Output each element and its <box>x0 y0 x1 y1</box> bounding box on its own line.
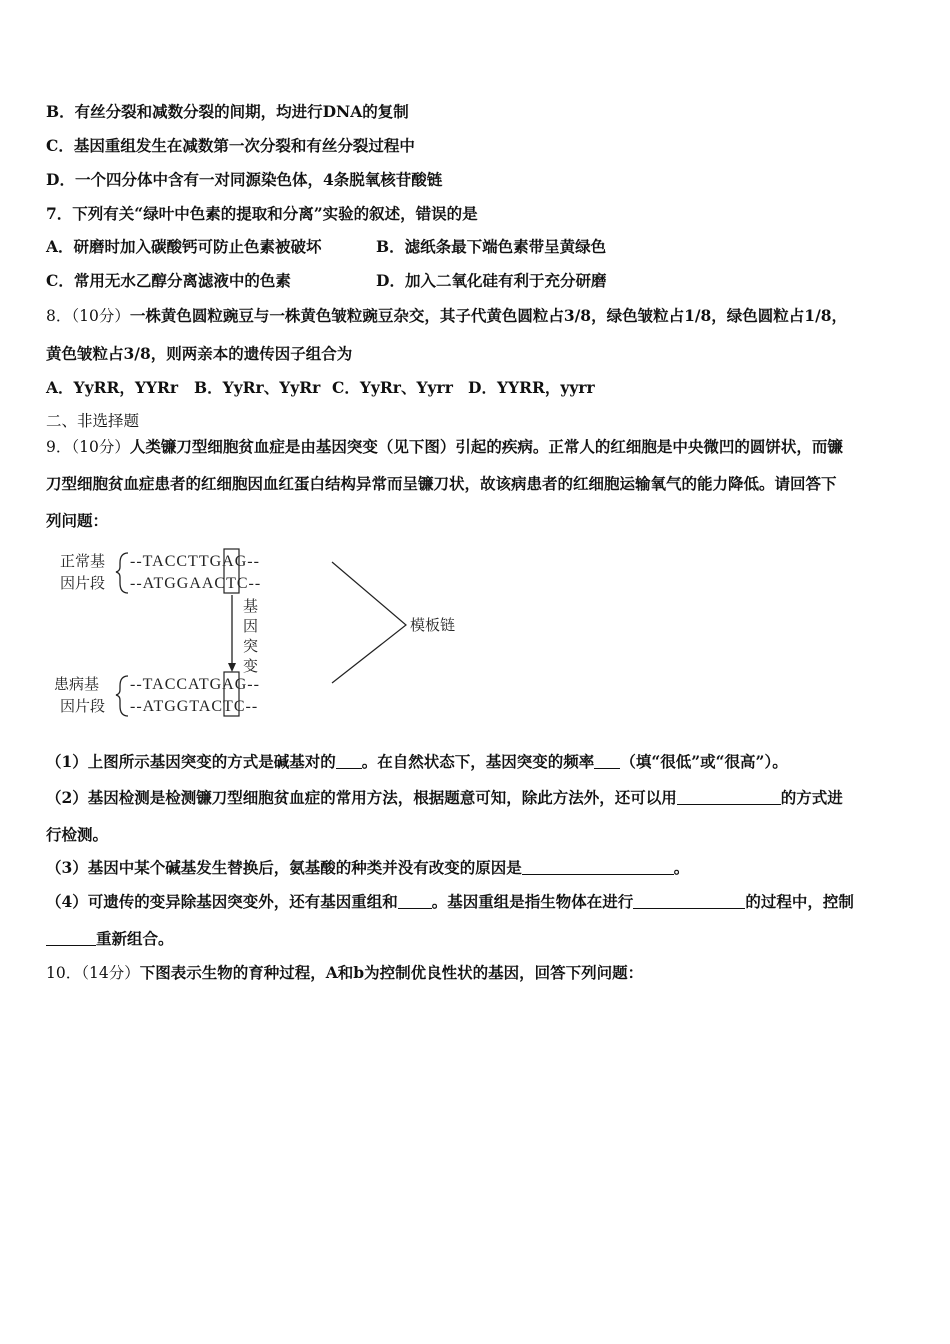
q7-option-d: D．加入二氧化硅有利于充分研磨 <box>376 271 607 290</box>
q7-options-row2 <box>46 270 606 292</box>
q9-sub4-line1 <box>46 891 854 913</box>
q9-sub3-text-b: 。 <box>673 858 690 877</box>
q6-option-c: C．基因重组发生在减数第一次分裂和有丝分裂过程中 <box>46 136 415 155</box>
q9-stem-line2: 刀型细胞贫血症患者的红细胞因血红蛋白结构异常而呈镰刀状，故该病患者的红细胞运输氧气的能力降低。请回答下 <box>46 474 837 493</box>
q9-stem-line1 <box>46 436 843 458</box>
q9-sub1 <box>46 751 788 773</box>
patient-seq-bottom: --ATGGTACTC-- <box>130 698 259 715</box>
q9-sub1-text-c: （填“很低”或“很高”）。 <box>620 752 788 771</box>
normal-gene-label-2: 因片段 <box>60 574 106 592</box>
q9-sub1-text-a: （1）上图所示基因突变的方式是碱基对的 <box>46 752 336 771</box>
q9-sub2-line1 <box>46 787 843 809</box>
q9-stem-text: 人类镰刀型细胞贫血症是由基因突变（见下图）引起的疾病。正常人的红细胞是中央微凹的圆饼状，而镰 <box>129 437 843 456</box>
q7-options-row1 <box>46 236 606 258</box>
normal-brace <box>116 553 128 593</box>
q9-sub4-text-d: 重新组合。 <box>96 929 174 948</box>
mutation-label-4: 变 <box>243 657 259 675</box>
q10-stem <box>46 962 643 984</box>
q9-sub3-blank[interactable] <box>522 859 674 875</box>
normal-seq-top: --TACCTTGAG-- <box>130 553 260 570</box>
q8-option-b: B．YyRr、YyRr <box>194 378 321 397</box>
q10-stem-text: 下图表示生物的育种过程，A和b为控制优良性状的基因，回答下列问题： <box>139 963 644 982</box>
mutation-label-3: 突 <box>243 637 259 655</box>
q9-sub4-text-c: 的过程中，控制 <box>745 892 854 911</box>
q10-number: 10．（14分） <box>46 964 140 982</box>
q9-sub4-blank-2[interactable] <box>633 893 745 909</box>
q6-option-b: B．有丝分裂和减数分裂的间期，均进行DNA的复制 <box>46 102 409 121</box>
q8-number: 8．（10分） <box>46 307 130 325</box>
q8-stem-line2: 黄色皱粒占3/8，则两亲本的遗传因子组合为 <box>46 344 353 363</box>
q7-option-a: A．研磨时加入碳酸钙可防止色素被破坏 <box>46 237 322 256</box>
q9-sub4-text-b: 。基因重组是指生物体在进行 <box>431 892 634 911</box>
patient-seq-top: --TACCATGAG-- <box>130 676 260 693</box>
gene-mutation-diagram <box>50 545 490 730</box>
normal-gene-label-1: 正常基 <box>60 552 106 570</box>
q8-stem-text: 一株黄色圆粒豌豆与一株黄色皱粒豌豆杂交，其子代黄色圆粒占3/8，绿色皱粒占1/8，绿色圆粒占1/8， <box>129 306 848 325</box>
q7-stem: 7．下列有关“绿叶中色素的提取和分离”实验的叙述，错误的是 <box>46 204 478 223</box>
normal-seq-bottom: --ATGGAACTC-- <box>130 575 262 592</box>
q9-sub1-text-b: 。在自然状态下，基因突变的频率 <box>361 752 595 771</box>
q9-sub1-blank-1[interactable] <box>336 753 362 769</box>
q9-stem-line3: 列问题： <box>46 511 109 530</box>
q8-option-a: A．YyRR，YYRr <box>46 378 179 397</box>
mutation-arrow-head <box>228 663 236 672</box>
patient-gene-label-1: 患病基 <box>54 675 100 693</box>
q9-sub4-line2 <box>46 928 174 950</box>
q9-sub2-text-b: 的方式进 <box>780 788 843 807</box>
q7-option-b: B．滤纸条最下端色素带呈黄绿色 <box>376 237 607 256</box>
section-heading: 二、非选择题 <box>46 412 140 430</box>
q9-number: 9．（10分） <box>46 438 130 456</box>
q9-sub4-blank-3[interactable] <box>46 930 96 946</box>
q7-option-c: C．常用无水乙醇分离滤液中的色素 <box>46 271 291 290</box>
mutation-label-1: 基 <box>243 597 259 615</box>
q8-option-d: D．YYRR，yyrr <box>468 378 595 397</box>
q8-options <box>46 377 595 399</box>
q9-sub3-text-a: （3）基因中某个碱基发生替换后，氨基酸的种类并没有改变的原因是 <box>46 858 522 877</box>
q6-option-d: D．一个四分体中含有一对同源染色体，4条脱氧核苷酸链 <box>46 170 443 189</box>
q9-sub2-blank[interactable] <box>677 789 781 805</box>
q9-sub2-text-a: （2）基因检测是检测镰刀型细胞贫血症的常用方法，根据题意可知，除此方法外，还可以用 <box>46 788 677 807</box>
q8-option-c: C．YyRr、Yyrr <box>332 378 453 397</box>
q9-sub2-line2: 行检测。 <box>46 825 109 844</box>
q8-stem-line1 <box>46 305 847 327</box>
template-strand-label: 模板链 <box>410 616 456 634</box>
q9-sub3 <box>46 857 689 879</box>
template-pointer-lines <box>332 562 406 683</box>
mutation-label-2: 因 <box>243 617 259 635</box>
q9-sub4-text-a: （4）可遗传的变异除基因突变外，还有基因重组和 <box>46 892 398 911</box>
q9-sub4-blank-1[interactable] <box>398 893 432 909</box>
patient-gene-label-2: 因片段 <box>60 697 106 715</box>
patient-brace <box>116 676 128 716</box>
q9-sub1-blank-2[interactable] <box>594 753 620 769</box>
